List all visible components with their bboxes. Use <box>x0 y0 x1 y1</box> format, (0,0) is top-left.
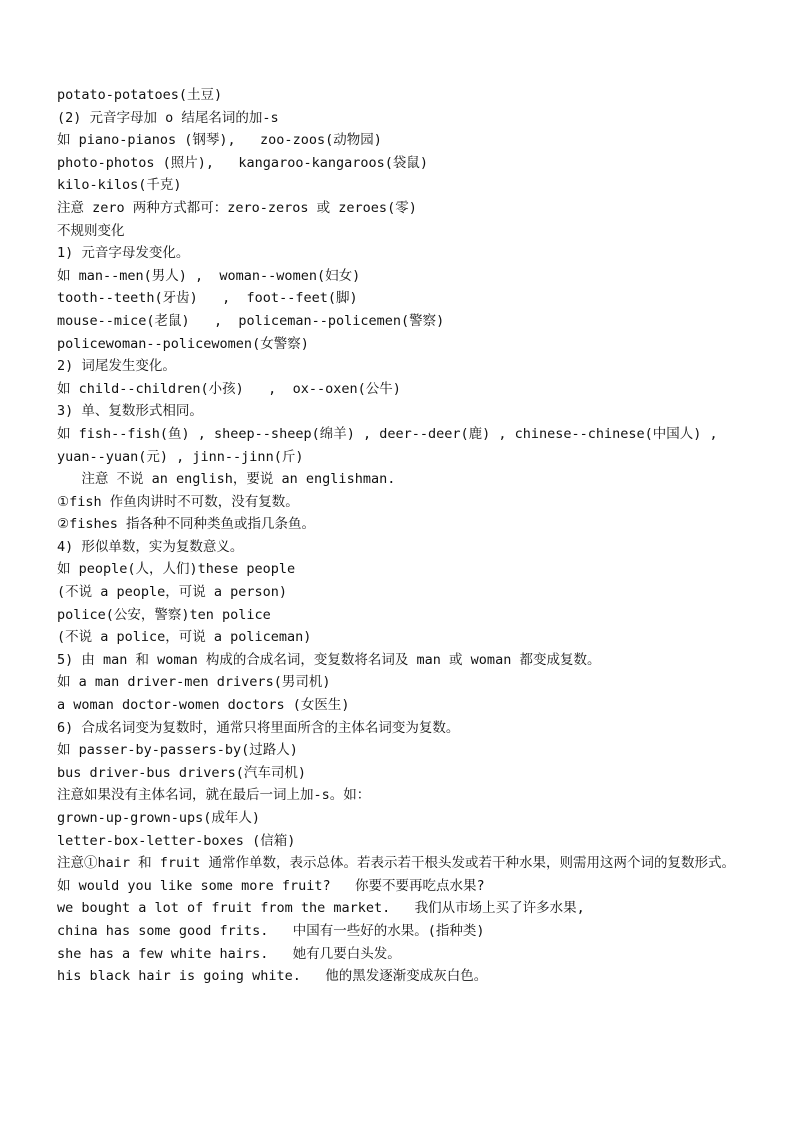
text-line: 6) 合成名词变为复数时，通常只将里面所含的主体名词变为复数。 <box>57 719 460 736</box>
text-line: (不说 a police，可说 a policeman) <box>57 629 312 646</box>
text-line: we bought a lot of fruit from the market. 我们从市场上买了许多水果, <box>57 900 585 917</box>
text-line: 注意 不说 an english，要说 an englishman. <box>57 471 396 488</box>
text-line: a woman doctor-women doctors (女医生) <box>57 697 350 714</box>
text-line: 1) 元音字母发变化。 <box>57 245 190 262</box>
text-line: 如 fish--fish(鱼) , sheep--sheep(绵羊) , deer--deer(鹿) , chinese--chinese(中国人) , <box>57 425 718 442</box>
text-line: 2) 词尾发生变化。 <box>57 358 176 375</box>
text-line: 4) 形似单数，实为复数意义。 <box>57 538 244 555</box>
text-line: ①fish 作鱼肉讲时不可数，没有复数。 <box>57 493 299 510</box>
text-line: grown-up-grown-ups(成年人) <box>57 810 261 826</box>
text-line: photo-photos (照片), kangaroo-kangaroos(袋鼠) <box>57 154 428 171</box>
text-line: policewoman--policewomen(女警察) <box>57 335 309 352</box>
document-body <box>57 84 757 988</box>
text-line: 如 child--children(小孩) , ox--oxen(公牛) <box>57 380 401 397</box>
text-line: police(公安，警察)ten police <box>57 606 271 623</box>
text-line: 如 people(人，人们)these people <box>57 561 296 578</box>
text-line: 如 man--men(男人) , woman--women(妇女) <box>57 267 361 284</box>
text-line: (2) 元音字母加 o 结尾名词的加-s <box>57 109 279 126</box>
text-line: 注意如果没有主体名词，就在最后一词上加-s。如： <box>57 787 371 804</box>
text-line: bus driver-bus drivers(汽车司机) <box>57 764 307 781</box>
text-line: yuan--yuan(元) , jinn--jinn(斤) <box>57 448 304 465</box>
text-line: letter-box-letter-boxes (信箱) <box>57 832 296 849</box>
text-line: kilo-kilos(千克) <box>57 177 182 194</box>
text-line: 3) 单、复数形式相同。 <box>57 403 203 420</box>
text-line: mouse--mice(老鼠) , policeman--policemen(警察) <box>57 312 445 329</box>
text-line: 注意①hair 和 fruit 通常作单数，表示总体。若表示若干根头发或若干种水果，则需用这两个词的复数形式。 <box>57 855 736 872</box>
text-line: 如 piano-pianos (钢琴), zoo-zoos(动物园) <box>57 132 382 149</box>
text-line: 5) 由 man 和 woman 构成的合成名词，变复数将名词及 man 或 woman 都变成复数。 <box>57 651 601 668</box>
text-line: 注意 zero 两种方式都可：zero-zeros 或 zeroes(零) <box>57 199 417 216</box>
text-line: she has a few white hairs. 她有几要白头发。 <box>57 945 401 962</box>
text-line: 如 a man driver-men drivers(男司机) <box>57 674 331 691</box>
text-line: his black hair is going white. 他的黑发逐渐变成灰白色。 <box>57 968 488 985</box>
section-heading: 不规则变化 <box>57 222 125 239</box>
text-line: china has some good frits. 中国有一些好的水果。(指种类) <box>57 922 485 939</box>
text-line: tooth--teeth(牙齿) , foot--feet(脚) <box>57 290 358 307</box>
text-line: (不说 a people，可说 a person) <box>57 584 288 601</box>
text-line: potato-potatoes(土豆) <box>57 87 223 103</box>
text-line: 如 passer-by-passers-by(过路人) <box>57 742 298 759</box>
text-line: 如 would you like some more fruit? 你要不要再吃点水果? <box>57 877 485 894</box>
text-line: ②fishes 指各种不同种类鱼或指几条鱼。 <box>57 516 315 533</box>
